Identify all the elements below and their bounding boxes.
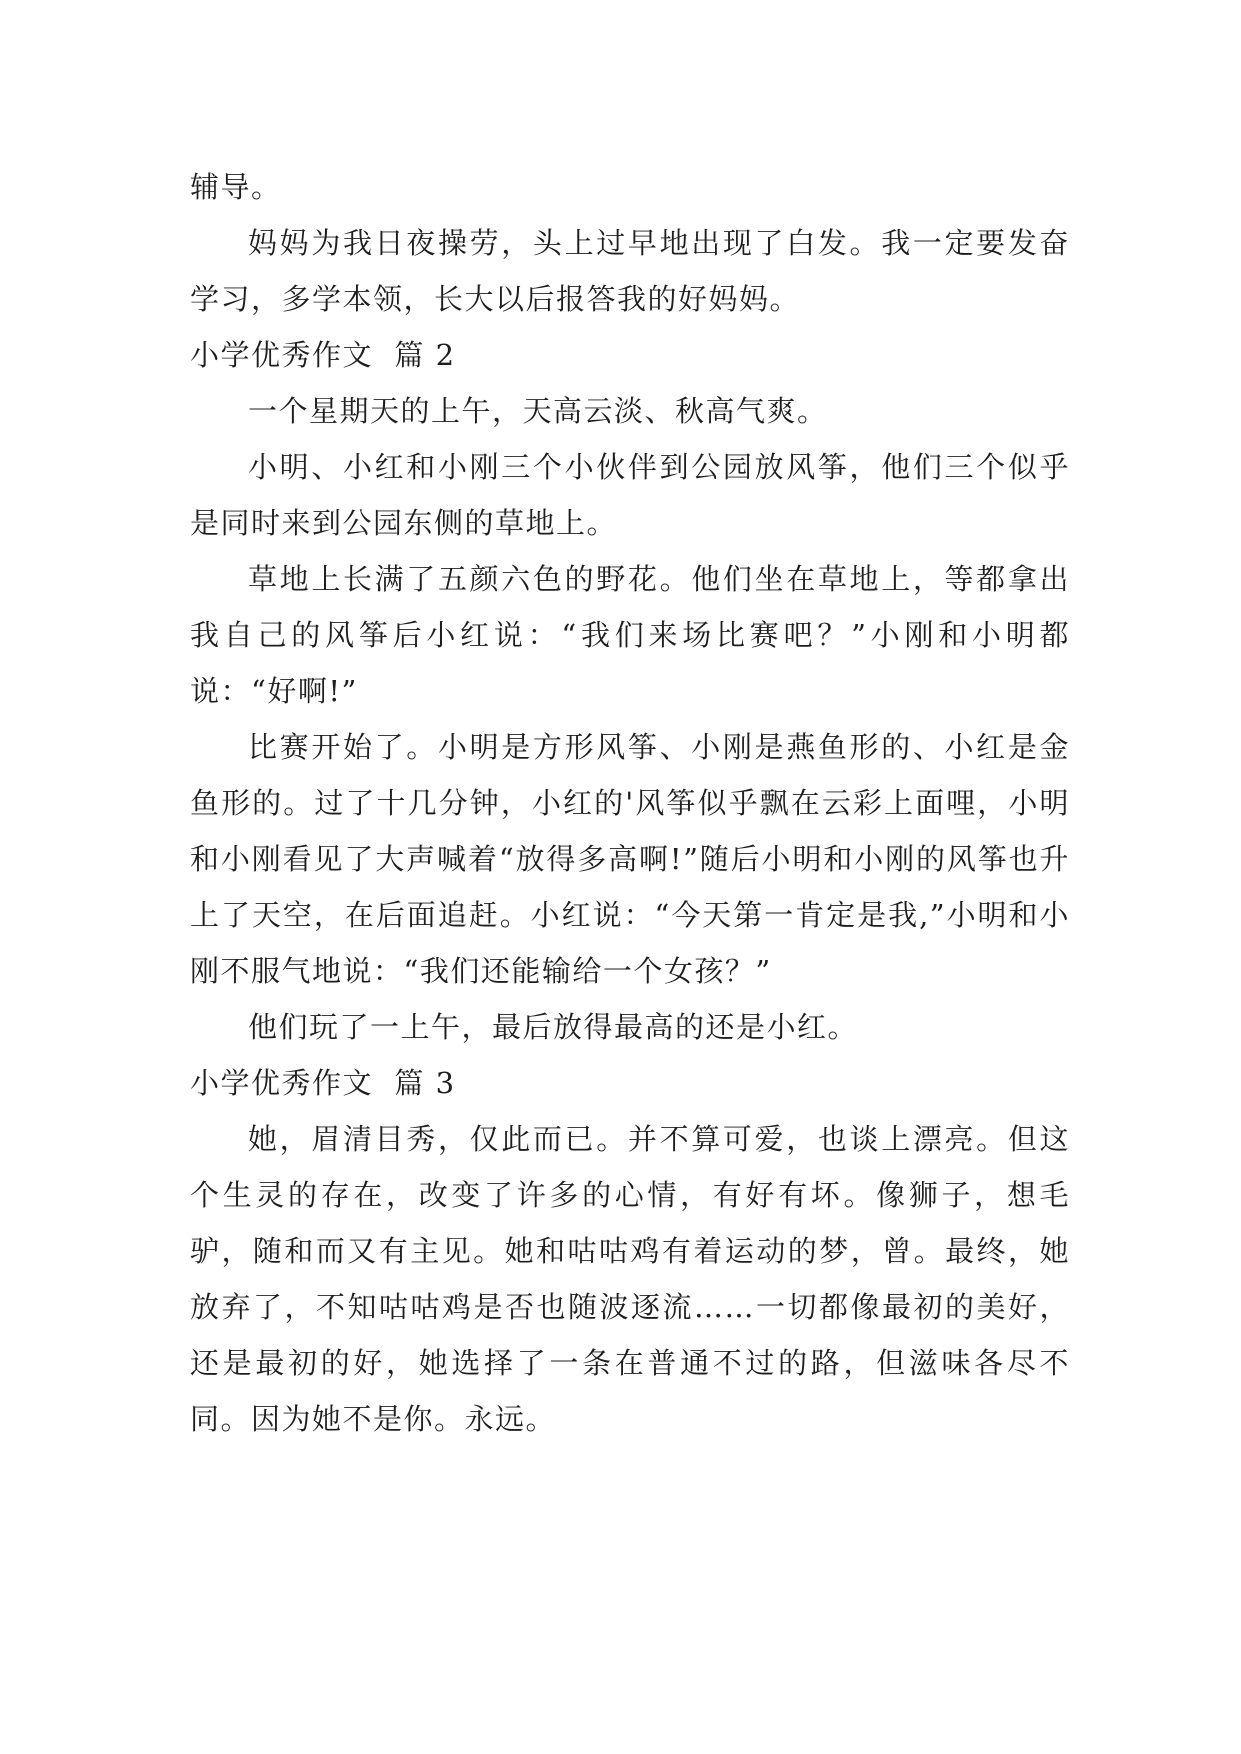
- section-heading-3: 小学优秀作文 篇 3: [190, 1066, 456, 1100]
- paragraph-meadow: 草地上长满了五颜六色的野花。他们坐在草地上，等都拿出我自己的风筝后小红说：“我们来场比赛吧？”小刚和小明都说：“好啊!”: [190, 562, 1070, 708]
- paragraph-competition: 比赛开始了。小明是方形风筝、小刚是燕鱼形的、小红是金鱼形的。过了十几分钟，小红的'风筝似乎飘在云彩上面哩，小明和小刚看见了大声喊着“放得多高啊!”随后小明和小刚的风筝也升上了天空，在后面追赶。小红说：“今天第一肯定是我,”小明和小刚不服气地说：“我们还能输给一个女孩？”: [190, 730, 1070, 988]
- section-heading-2: 小学优秀作文 篇 2: [190, 338, 456, 372]
- paragraph-tutoring-end: 辅导。: [190, 170, 282, 204]
- paragraph-sunday: 一个星期天的上午，天高云淡、秋高气爽。: [248, 394, 828, 428]
- paragraph-winner: 他们玩了一上午，最后放得最高的还是小红。: [248, 1010, 859, 1044]
- document-body: [190, 159, 1070, 1447]
- paragraph-kite-friends: 小明、小红和小刚三个小伙伴到公园放风筝，他们三个似乎是同时来到公园东侧的草地上。: [190, 450, 1070, 540]
- paragraph-her: 她，眉清目秀，仅此而已。并不算可爱，也谈上漂亮。但这个生灵的存在，改变了许多的心情，有好有坏。像狮子，想毛驴，随和而又有主见。她和咕咕鸡有着运动的梦，曾。最终，她放弃了，不知咕咕鸡是否也随波逐流……一切都像最初的美好，还是最初的好，她选择了一条在普通不过的路，但滋味各尽不同。因为她不是你。永远。: [190, 1122, 1070, 1436]
- paragraph-mother: 妈妈为我日夜操劳，头上过早地出现了白发。我一定要发奋学习，多学本领，长大以后报答我的好妈妈。: [190, 226, 1070, 316]
